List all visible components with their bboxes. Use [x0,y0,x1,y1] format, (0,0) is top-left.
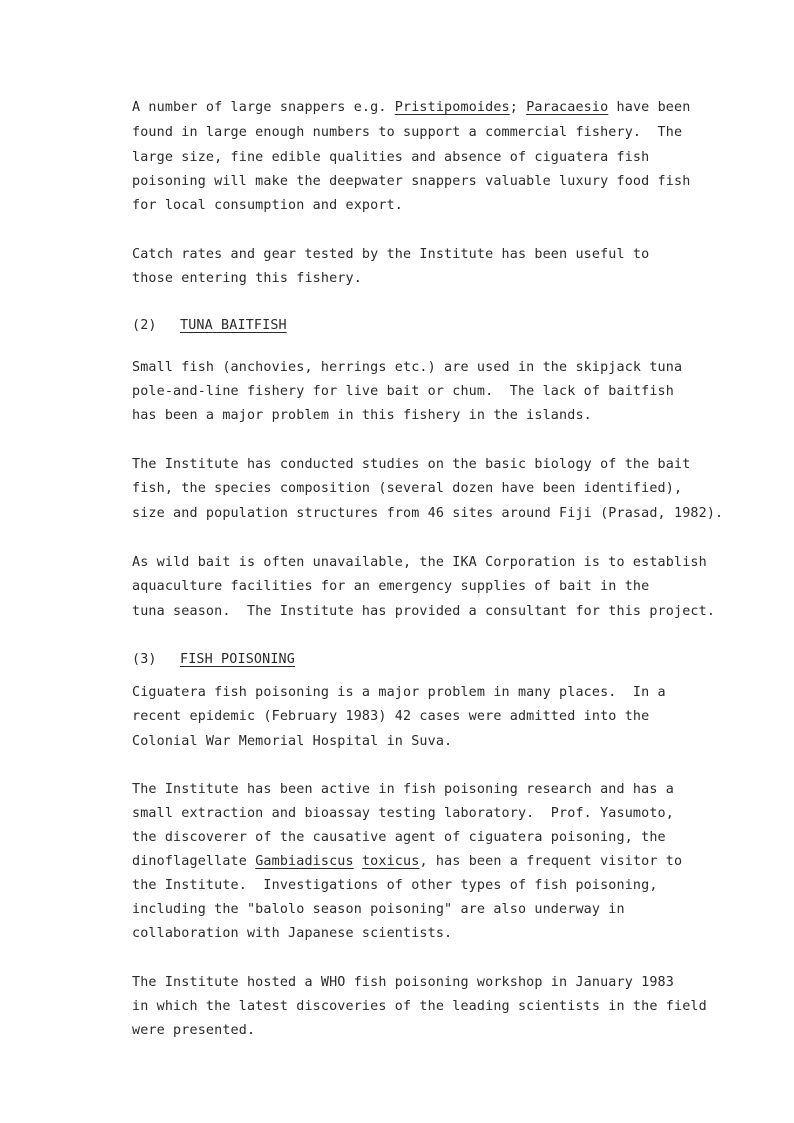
genus-paracaesio: Paracaesio [526,100,609,115]
section-number: (2) [132,318,157,333]
para2-line2: those entering this fishery. [132,271,362,286]
para7-line1: The Institute has been active in fish poisoning research and has a [132,782,674,797]
para7-line2: small extraction and bioassay testing laboratory. Prof. Yasumoto, [132,806,674,821]
para6-line3: Colonial War Memorial Hospital in Suva. [132,734,453,749]
para8-line3: were presented. [132,1023,256,1038]
para1-line2: found in large enough numbers to support a commercial fishery. The [132,125,683,140]
para6-line1: Ciguatera fish poisoning is a major problem in many places. In a [132,685,666,700]
para8-line2: in which the latest discoveries of the leading scientists in the field [132,999,707,1014]
para1-line1 [132,100,690,116]
para1-line4: poisoning will make the deepwater snappers valuable luxury food fish [132,174,691,189]
para2-line1: Catch rates and gear tested by the Institute has been useful to [132,247,650,262]
para7-line5: the Institute. Investigations of other types of fish poisoning, [132,878,658,893]
para8-line1: The Institute hosted a WHO fish poisoning workshop in January 1983 [132,975,674,990]
para7-line4-text: dinoflagellate [132,854,256,869]
separator: ; [509,100,527,115]
section-heading-tuna-baitfish [132,318,287,334]
section-title: TUNA BAITFISH [180,318,287,333]
para7-line4 [132,854,682,870]
para1-line3: large size, fine edible qualities and absence of ciguatera fish [132,150,650,165]
para3-line2: pole-and-line fishery for live bait or chum. The lack of baitfish [132,384,674,399]
genus-pristipomoides: Pristipomoides [394,100,510,115]
species-toxicus: toxicus [361,854,420,869]
section-title: FISH POISONING [180,652,295,667]
para3-line1: Small fish (anchovies, herrings etc.) are used in the skipjack tuna [132,360,683,375]
para7-line3: the discoverer of the causative agent of ciguatera poisoning, the [132,830,666,845]
para4-line3: size and population structures from 46 sites around Fiji (Prasad, 1982). [132,506,724,521]
section-number: (3) [132,652,157,667]
para5-line1: As wild bait is often unavailable, the IKA Corporation is to establish [132,555,707,570]
para7-line7: collaboration with Japanese scientists. [132,926,453,941]
section-heading-fish-poisoning [132,652,295,668]
para5-line3: tuna season. The Institute has provided a consultant for this project. [132,604,716,619]
para6-line2: recent epidemic (February 1983) 42 cases were admitted into the [132,709,650,724]
para1-line1-text: A number of large snappers e.g. [132,100,395,115]
para1-line1-end: have been [608,100,691,115]
para7-line6: including the "balolo season poisoning" are also underway in [132,902,625,917]
para1-line5: for local consumption and export. [132,198,403,213]
para5-line2: aquaculture facilities for an emergency supplies of bait in the [132,579,650,594]
para4-line1: The Institute has conducted studies on the basic biology of the bait [132,457,691,472]
para3-line3: has been a major problem in this fishery in the islands. [132,408,592,423]
para4-line2: fish, the species composition (several dozen have been identified), [132,481,683,496]
genus-gambiadiscus: Gambiadiscus [255,854,354,869]
para7-line4-end: , has been a frequent visitor to [419,854,683,869]
